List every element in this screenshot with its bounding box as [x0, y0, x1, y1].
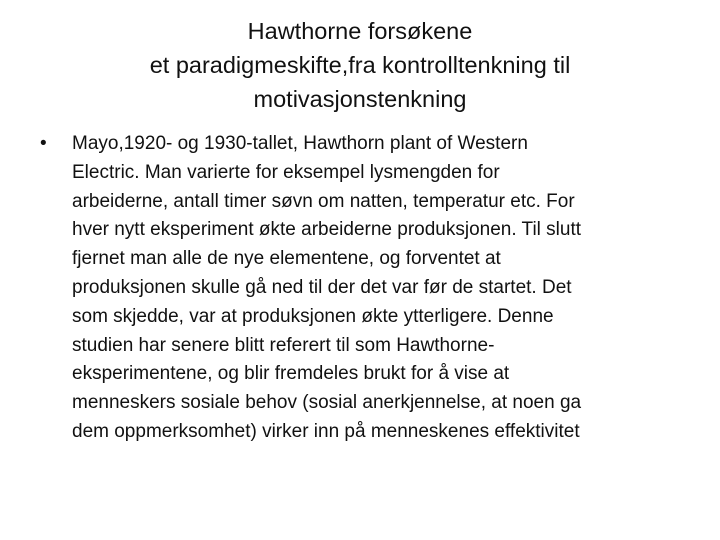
title-line-1: Hawthorne forsøkene [247, 18, 473, 44]
bullet-line-4: hver nytt eksperiment økte arbeiderne produksjonen. Til slutt [72, 219, 582, 241]
slide-body [40, 130, 700, 447]
bullet-line-10: menneskers sosiale behov (sosial anerkjennelse, at noen ga [72, 392, 582, 414]
bullet-icon: • [40, 133, 47, 154]
bullet-line-2: Electric. Man varierte for eksempel lysmengden for [72, 161, 500, 183]
bullet-line-3: arbeiderne, antall timer søvn om natten, temperatur etc. For [72, 190, 575, 212]
title-line-2: et paradigmeskifte,fra kontrolltenkning til [149, 52, 571, 78]
bullet-line-6: produksjonen skulle gå ned til der det var før de startet. Det [72, 276, 572, 298]
bullet-line-5: fjernet man alle de nye elementene, og forventet at [72, 248, 501, 270]
bullet-line-7: som skjedde, var at produksjonen økte ytterligere. Denne [72, 305, 554, 327]
bullet-item [40, 130, 700, 447]
bullet-line-11: dem oppmerksomhet) virker inn på menneskenes effektivitet [72, 420, 580, 442]
bullet-line-9: eksperimentene, og blir fremdeles brukt for å vise at [72, 363, 510, 385]
slide-title [40, 14, 680, 116]
bullet-line-1: Mayo,1920- og 1930-tallet, Hawthorn plant of Western [72, 133, 528, 154]
title-line-3: motivasjonstenkning [253, 86, 467, 112]
bullet-line-8: studien har senere blitt referert til som Hawthorne- [72, 334, 495, 356]
